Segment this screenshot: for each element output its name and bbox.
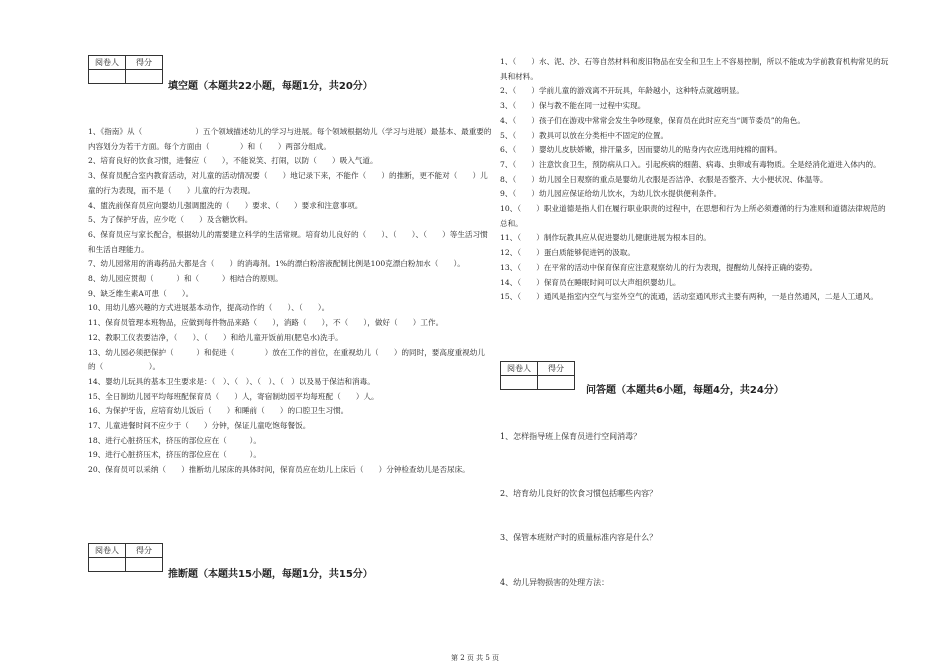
judge-item: 3、（ ）保与教不能在同一过程中实现。 — [500, 101, 646, 111]
fill-blank-item: 7、幼儿园常用的消毒药品大都是含（ ）的消毒剂。1%的漂白粉溶液配制比例是100克漂白粉加水（ ）。 — [88, 259, 465, 269]
fill-blank-item: 9、缺乏维生素A可患（ ）。 — [88, 288, 194, 298]
fill-blank-item: 5、为了保护牙齿，应少吃（ ）及含糖饮料。 — [88, 215, 253, 225]
fill-blank-list — [88, 125, 492, 478]
score-box-judge — [88, 543, 163, 572]
judge-item: 11、（ ）制作玩教具应从促进婴幼儿健康进展为根本目的。 — [500, 233, 711, 243]
score-box-fill — [88, 55, 163, 84]
fill-blank-item: 14、婴幼儿玩具的基本卫生要求是：（ ）、（ ）、（ ）、（ ）以及易于保洁和消毒。 — [88, 376, 375, 386]
fill-blank-item: 18、进行心脏挤压术，挤压的部位应在（ ）。 — [88, 435, 261, 445]
judge-item: 1、（ ）水、泥、沙、石等自然材料和废旧物品在安全和卫生上不容易控制，所以不能成为学前教育机构常见的玩具和材料。 — [500, 57, 889, 81]
fill-blank-item: 3、保育员配合室内教育活动，对儿童的活动情况要（ ）地记录下来，不能作（ ）的推断，更不能对（ ）儿童的行为表现，而不是（ ）儿童的行为表现。 — [88, 171, 488, 195]
grader-label: 阅卷人 — [89, 56, 126, 70]
score-box-qa — [500, 361, 575, 390]
judge-item: 15、（ ）通风是指室内空气与室外空气的流通，活动室通风形式主要有两种，一是自然通风，二是人工通风。 — [500, 292, 878, 302]
fill-blank-title: 填空题（本题共22小题，每题1分，共20分） — [168, 81, 373, 92]
fill-blank-item: 2、培育良好的饮食习惯，进餐应（ ），不能说笑、打闹，以防（ ）吸入气道。 — [88, 156, 378, 166]
grader-cell — [89, 70, 126, 84]
fill-blank-item: 8、幼儿园应贯彻（ ）和（ ）相结合的原则。 — [88, 274, 283, 284]
fill-blank-item: 6、保育员应与家长配合，根据幼儿的需要建立科学的生活常规。培育幼儿良好的（ ）、（ ）、（ ）等生活习惯和生活自理能力。 — [88, 229, 488, 254]
fill-blank-item: 10、用幼儿感兴趣的方式进展基本动作，提高动作的（ ）、（ ）。 — [88, 303, 330, 313]
score-label: 得分 — [126, 544, 163, 558]
judge-item: 10、（ ）职业道德是指人们在履行职业职责的过程中，在思想和行为上所必须遵循的行为准则和道德法律规范的总和。 — [500, 204, 886, 228]
judge-item: 4、（ ）孩子们在游戏中常常会发生争吵现象，保育员在此时应充当“调节委员”的角色。 — [500, 115, 805, 125]
judge-item: 2、（ ）学前儿童的游戏离不开玩具，年龄越小，这种特点就越明显。 — [500, 86, 745, 96]
fill-blank-item: 4、盥洗前保育员应向婴幼儿强调盥洗的（ ）要求、（ ）要求和注意事项。 — [88, 200, 363, 210]
fill-blank-item: 12、教职工仪表要洁净，（ ）、（ ）和给儿童开饭前用(肥皂水)洗手。 — [88, 332, 343, 342]
fill-blank-item: 1、《指南》从（ ）五个领域描述幼儿的学习与进展。每个领域根据幼儿（学习与进展）最基本、最重要的内容划分为若干方面。每个方面由（ ）和（ ）两部分组成。 — [88, 127, 492, 151]
fill-blank-item: 11、保育员管理本班物品，应做到每件物品来路（ ），消路（ ），不（ ），做好（ ）工作。 — [88, 318, 444, 328]
grader-cell — [501, 376, 538, 390]
qa-item: 4、幼儿异物损害的处理方法： — [500, 578, 610, 587]
grader-label: 阅卷人 — [501, 362, 538, 376]
qa-item: 1、怎样指导班上保育员进行空间消毒？ — [500, 432, 642, 441]
judge-item: 9、（ ）幼儿园应保证给幼儿饮水，为幼儿饮水提供便利条件。 — [500, 189, 722, 199]
fill-blank-item: 20、保育员可以采纳（ ）推断幼儿尿床的具体时间，保育员应在幼儿上床后（ ）分钟检查幼儿是否尿床。 — [88, 465, 470, 475]
score-label: 得分 — [126, 56, 163, 70]
fill-blank-item: 13、幼儿园必须把保护（ ）和促进（ ）放在工作的首位，在重视幼儿（ ）的同时，要高度重视幼儿的（ ）。 — [88, 347, 485, 372]
page-footer: 第 2 页 共 5 页 — [450, 654, 500, 662]
grader-cell — [89, 558, 126, 572]
judge-item: 14、（ ）保育员在睡眠时间可以大声组织婴幼儿。 — [500, 277, 681, 287]
fill-blank-item: 16、为保护牙齿，应培育幼儿饭后（ ）和睡前（ ）的口腔卫生习惯。 — [88, 406, 349, 416]
judge-item: 8、（ ）幼儿园全日观察的重点是婴幼儿衣服是否洁净、衣服是否整齐、大小便状况、体温等。 — [500, 174, 828, 184]
grader-label: 阅卷人 — [89, 544, 126, 558]
score-label: 得分 — [538, 362, 575, 376]
judge-list — [500, 55, 892, 305]
judge-item: 13、（ ）在平常的活动中保育保育应注意观察幼儿的行为表现，提醒幼儿保持正确的姿势。 — [500, 262, 818, 272]
fill-blank-item: 17、儿童进餐时间不应少于（ ）分钟，保证儿童吃饱每餐饭。 — [88, 421, 311, 431]
judge-item: 6、（ ）婴幼儿皮肤娇嫩，排汗量多，因而婴幼儿的贴身内衣应选用纯棉的面料。 — [500, 145, 782, 155]
fill-blank-item: 15、全日制幼儿园平均每班配保育员（ ）人，寄宿制幼园平均每班配（ ）人。 — [88, 391, 379, 401]
fill-blank-item: 19、进行心脏挤压术，挤压的部位应在（ ）。 — [88, 450, 261, 460]
judge-item: 5、（ ）教具可以放在分类柜中不固定的位置。 — [500, 130, 669, 140]
qa-item: 3、保管本班财产时的质量标准内容是什么？ — [500, 533, 658, 542]
score-cell — [538, 376, 575, 390]
qa-title: 问答题（本题共6小题，每题4分，共24分） — [586, 385, 784, 396]
judge-title: 推断题（本题共15小题，每题1分，共15分） — [168, 569, 373, 580]
left-column — [88, 55, 492, 580]
qa-item: 2、培育幼儿良好的饮食习惯包括哪些内容？ — [500, 489, 658, 498]
judge-item: 7、（ ）注意饮食卫生，预防病从口入。引起疾病的细菌、病毒、虫卵或有毒物质。全是经消化道进入体内的。 — [500, 159, 881, 169]
score-cell — [126, 70, 163, 84]
judge-item: 12、（ ）蛋白质能够促进钙的汲取。 — [500, 248, 635, 258]
score-cell — [126, 558, 163, 572]
